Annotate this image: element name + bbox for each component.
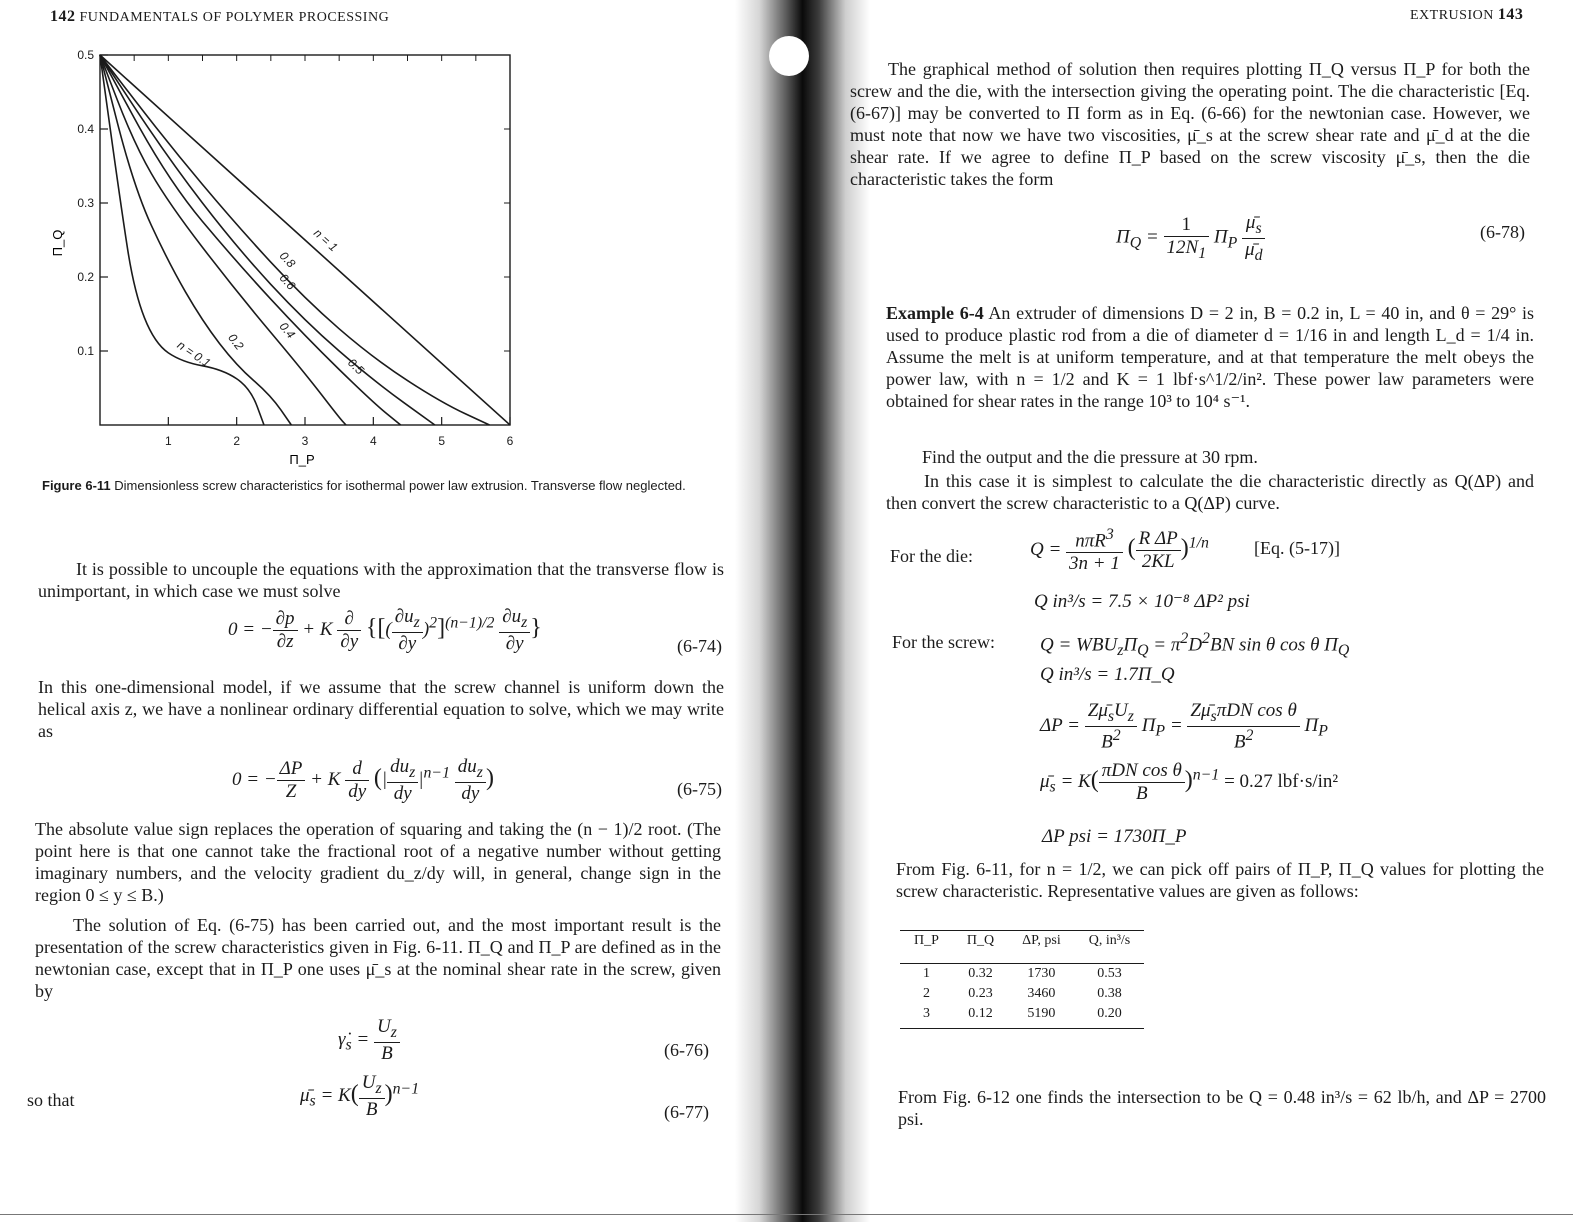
table-cell: 0.23 xyxy=(968,986,993,1001)
x-tick-label: 5 xyxy=(438,434,446,448)
y-tick-label: 0.5 xyxy=(77,48,94,62)
x-tick-label: 6 xyxy=(506,434,514,448)
paragraph-graphical-method: The graphical method of solution then requires plotting Π_Q versus Π_P for both the screw and the die, with the intersection giving the operating point. The die characteristic [Eq. (6-67)] may be converted to Π form as in Eq. (6-66) for the newtonian case. However, we must note that now we have two viscosities, μ̄_s at the screw shear rate and μ̄_d at the die shear rate. If we agree to define Π_P based on the screw viscosity μ̄_s, then the die characteristic takes the form xyxy=(850,59,1530,189)
equation-die-reference: [Eq. (5-17)] xyxy=(1254,538,1340,558)
equation-screw-q-value: Q in³/s = 1.7Π_Q xyxy=(1040,664,1175,685)
y-tick-label: 0.4 xyxy=(77,122,94,136)
figure-label: Figure 6-11 xyxy=(42,478,111,493)
series-line xyxy=(100,55,510,425)
example-title: Example 6-4 xyxy=(886,303,984,323)
table-cell: 0.20 xyxy=(1075,1004,1145,1029)
table-cell: 2 xyxy=(922,986,930,1001)
paragraph-solution: The solution of Eq. (6-75) has been carried out, and the most important result is the presentation of the screw characteristics given in Fig. 6-11. Π_Q and Π_P are defined as in the newtonian case, except that in Π_P one uses μ̄_s at the nominal shear rate in the screw, given by xyxy=(35,915,721,1001)
right-page xyxy=(790,0,1573,1222)
equation-screw-q: $Q = WBU_z\Pi_Q = \pi^2D^2BN$ sin θ cos θ $\Pi_Q$ xyxy=(1040,630,1350,660)
y-tick-label: 0.1 xyxy=(77,344,94,358)
equation-delta-p: ΔP = $\frac{Z\mū_sU_z}{B^2}$ $\Pi_P$ = $\frac{Z\mū_s\pi DN \cos \theta}{B^2}$ $\Pi_P$ xyxy=(1040,700,1328,753)
y-tick-label: 0.3 xyxy=(77,196,94,210)
page-bottom-edge xyxy=(0,1214,1573,1215)
y-tick-label: 0.2 xyxy=(77,270,94,284)
table-cell: 1 xyxy=(922,966,930,981)
series-label: 0.8 xyxy=(276,248,299,271)
table-cell: 3460 xyxy=(1027,986,1056,1001)
paragraph-find-output: Find the output and the die pressure at 30 rpm. xyxy=(922,447,1258,467)
table-header-pi-q: Π_Q xyxy=(953,931,1008,956)
for-the-die-label: For the die: xyxy=(890,546,973,566)
figure-caption xyxy=(42,476,732,495)
figure-caption-text: Dimensionless screw characteristics for isothermal power law extrusion. Transverse flow neglected. xyxy=(114,478,686,493)
x-tick-label: 1 xyxy=(164,434,172,448)
table-cell: 3 xyxy=(900,1004,953,1029)
series-label: 0.2 xyxy=(225,330,247,353)
equation-number-6-74: (6-74) xyxy=(677,636,722,656)
equation-die-result: Q in³/s = 7.5 × 10⁻⁸ ΔP² psi xyxy=(1034,591,1250,612)
table-cell: 0.12 xyxy=(953,1004,1008,1029)
screw-characteristic-table xyxy=(900,930,1144,1029)
series-label: 0.5 xyxy=(345,355,367,378)
figure-6-11-chart xyxy=(40,40,540,470)
equation-6-75: 0 = − $\frac{\Delta P}{Z}$ + K $\frac{d}{dy}$ (| $\frac{du_z}{dy}$ $|^{n-1}$ $\frac{du_z}{dy}$ ) xyxy=(232,756,494,804)
table-cell: 0.38 xyxy=(1097,986,1122,1001)
x-tick-label: 3 xyxy=(301,434,309,448)
chart-series-group xyxy=(100,55,510,425)
equation-6-74: 0 = − $\frac{\partial p}{\partial z}$ + K $\frac{\partial}{\partial y}$ {[( $\frac{\partial u_z}{\partial y}$ )$^2$]$^{(n-1)/2}$ $\frac{\partial u_z}{\partial y}$ } xyxy=(228,606,542,654)
left-page-header xyxy=(50,8,389,26)
equation-die-q: Q = $\frac{n\pi R^3}{3n + 1}$ ( $\frac{\text{R ΔP}}{2KL}$ )$^{1/n}$ xyxy=(1030,526,1209,575)
y-axis-label: Π_Q xyxy=(50,229,65,257)
series-line xyxy=(100,55,264,425)
paragraph-uncouple: It is possible to uncouple the equations with the approximation that the transverse flow is unimportant, in which case we must solve xyxy=(38,559,724,601)
table-header-delta-p: ΔP, psi xyxy=(1008,931,1075,956)
right-page-header xyxy=(1410,6,1523,24)
equation-mu-s-result: = 0.27 lbf·s/in² xyxy=(1224,770,1339,792)
series-label: n = 0.1 xyxy=(174,337,214,371)
series-line xyxy=(100,55,435,425)
equation-6-77: $\mū_s = K$( $\frac{U_z}{B}$ )$^{n-1}$ xyxy=(300,1072,420,1120)
paragraph-from-fig-6-11: From Fig. 6-11, for n = 1/2, we can pick off pairs of Π_P, Π_Q values for plotting the screw characteristic. Representative values are given as follows: xyxy=(896,859,1544,901)
table-row xyxy=(900,984,1144,1004)
x-axis-label: Π_P xyxy=(289,452,315,467)
equation-number-6-78: (6-78) xyxy=(1480,222,1525,242)
equation-number-6-77: (6-77) xyxy=(664,1102,709,1122)
equation-number-6-76: (6-76) xyxy=(664,1040,709,1060)
table-cell: 0.32 xyxy=(968,966,993,981)
for-the-screw-label: For the screw: xyxy=(892,632,995,652)
equation-6-78: $\Pi_Q$ = $\frac{1}{12N_1}$ $\Pi_P$ $\frac{\mū_s}{\mū_d}$ xyxy=(1116,212,1265,265)
series-label: 0.6 xyxy=(276,270,299,293)
series-line xyxy=(100,55,291,425)
paragraph-in-this-case: In this case it is simplest to calculate the die characteristic directly as Q(ΔP) and then convert the screw characteristic to a Q(ΔP) curve. xyxy=(886,471,1534,513)
left-running-title: FUNDAMENTALS OF POLYMER PROCESSING xyxy=(79,10,390,25)
series-label: 0.4 xyxy=(276,319,298,342)
equation-number-6-75: (6-75) xyxy=(677,779,722,799)
paragraph-absolute-value: The absolute value sign replaces the operation of squaring and taking the (n − 1)/2 root. (The point here is that one cannot take the fractional root of a negative number without getting imaginary numbers, and the velocity gradient du_z/dy will, in general, change sign in the region 0 ≤ y ≤ B.) xyxy=(35,819,721,905)
x-tick-label: 4 xyxy=(369,434,377,448)
so-that-label: so that xyxy=(27,1090,75,1110)
table-row xyxy=(900,964,1144,985)
table-cell: 1730 xyxy=(1027,966,1056,981)
table-row xyxy=(900,1004,1144,1029)
table-cell: 0.53 xyxy=(1097,966,1122,981)
x-tick-label: 2 xyxy=(233,434,241,448)
table-cell: 5190 xyxy=(1008,1004,1075,1029)
table-header-q: Q, in³/s xyxy=(1075,931,1145,956)
right-running-title: EXTRUSION xyxy=(1410,8,1494,23)
paragraph-one-dimensional: In this one-dimensional model, if we assume that the screw channel is uniform down the helical axis z, we have a nonlinear ordinary differential equation to solve, which we may write as xyxy=(38,677,724,741)
equation-delta-p-psi: ΔP psi = 1730Π_P xyxy=(1042,826,1187,847)
example-6-4 xyxy=(886,302,1534,412)
left-page-number: 142 xyxy=(50,8,76,25)
example-text: An extruder of dimensions D = 2 in, B = 0.2 in, L = 40 in, and θ = 29° is used to produce plastic rod from a die of diameter d = 1/16 in and length L_d = 1/4 in. Assume the melt is at uniform temperature, and at that temperature the melt obeys the power law, with n = 1/2 and K = 1 lbf·s^1/2/in². These power law parameters were obtained for shear rates in the range 10³ to 10⁴ s⁻¹. xyxy=(886,303,1535,411)
right-page-number: 143 xyxy=(1497,6,1524,23)
paragraph-intersection: From Fig. 6-12 one finds the intersection to be Q = 0.48 in³/s = 62 lb/h, and ΔP = 2700 psi. xyxy=(898,1087,1546,1129)
series-label: n = 1 xyxy=(310,225,341,255)
equation-6-76: $\gammȧ_s$ = $\frac{U_z}{B}$ xyxy=(338,1016,400,1065)
equation-mu-s: $\mū_s = K$( $\frac{\text{πDN cos θ}}{B}$ )$^{n-1}$ = 0.27 lbf·s/in² xyxy=(1040,760,1339,804)
table-header-pi-p: Π_P xyxy=(900,931,953,956)
chart-axes xyxy=(77,48,513,448)
